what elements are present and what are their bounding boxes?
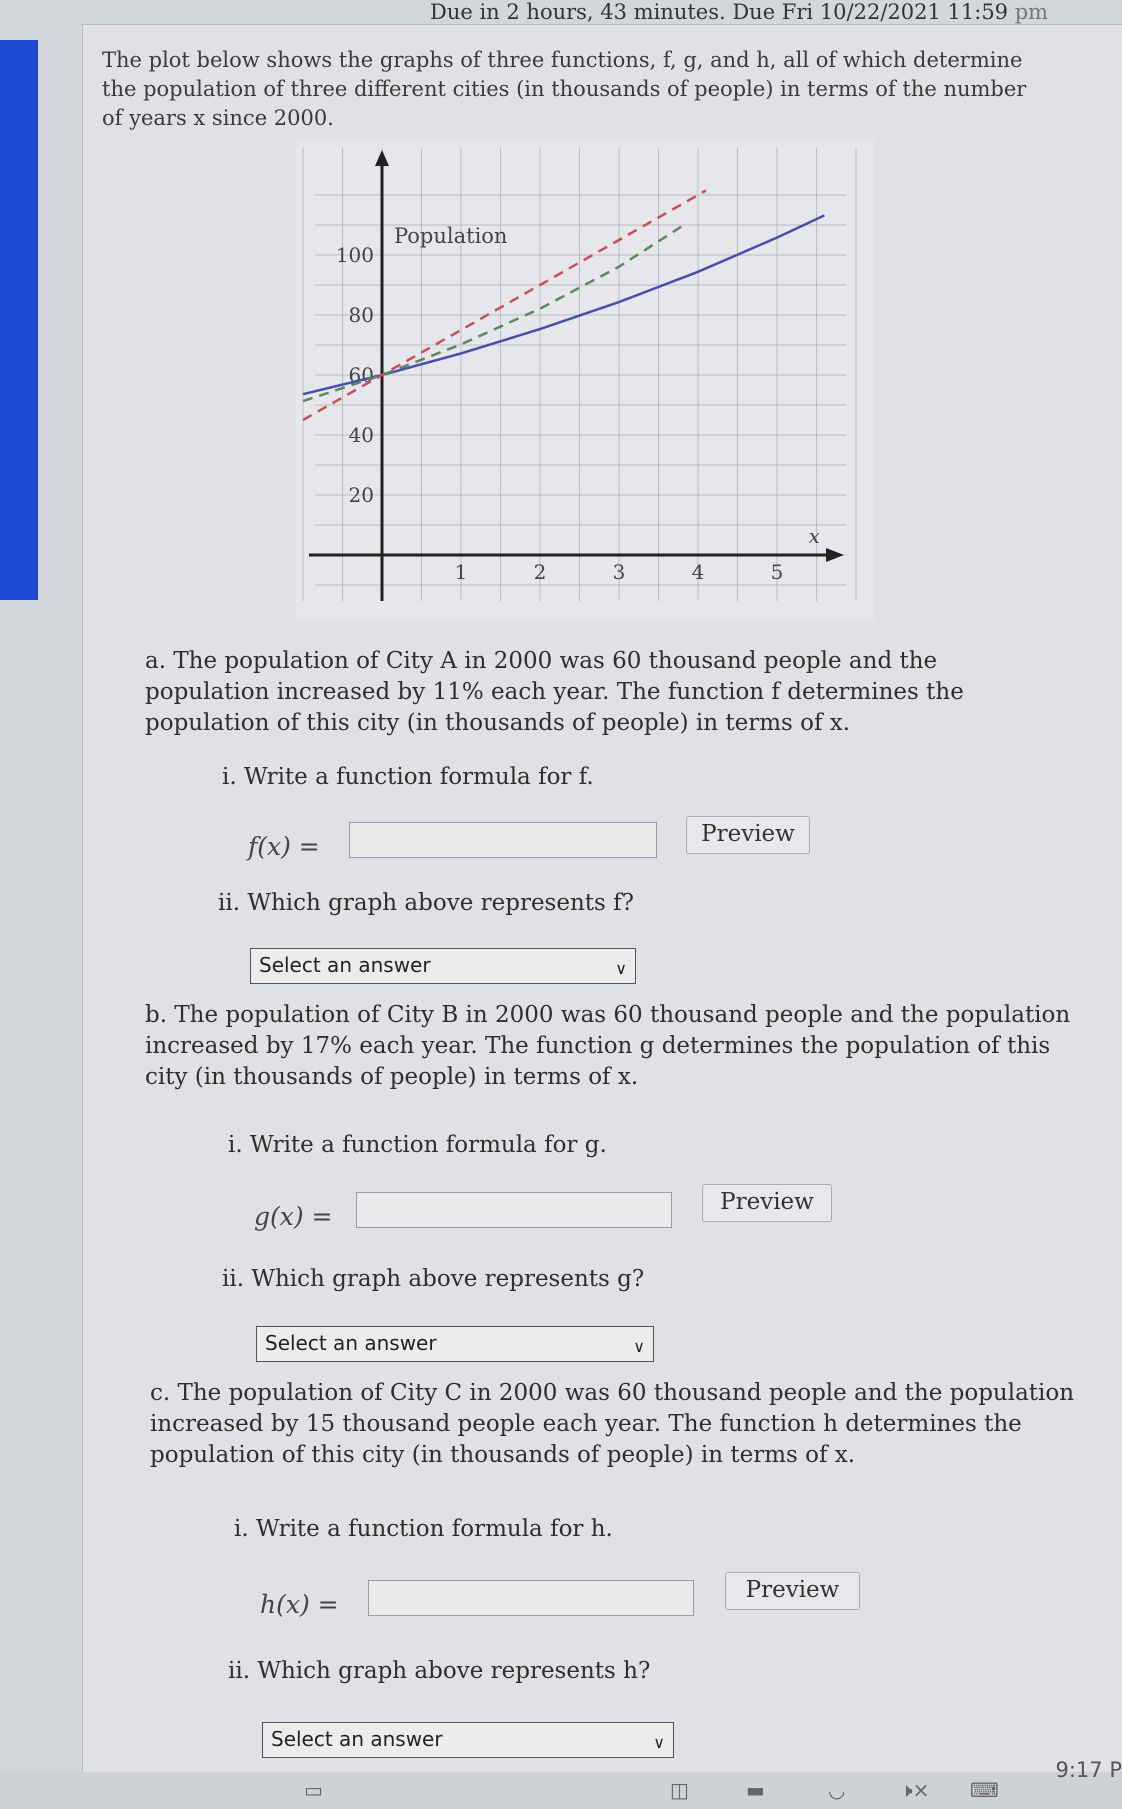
taskbar-clock[interactable]: 9:17 P — [1055, 1758, 1122, 1782]
chevron-down-icon: ∨ — [633, 1337, 645, 1356]
g-graph-select-value: Select an answer — [265, 1331, 437, 1355]
part-b-text: b. The population of City B in 2000 was 60 thousand people and the population increased by 17% each year. The function g determines the population of this city (in thousands of people) in terms of x. — [145, 1002, 1071, 1090]
part-c-func-label: h(x) = — [260, 1590, 339, 1619]
g-formula-input[interactable] — [356, 1192, 672, 1228]
g-preview-button[interactable]: Preview — [702, 1184, 832, 1222]
part-a-text: a. The population of City A in 2000 was 60 thousand people and the population increased by 11% each year. The function f determines the population of this city (in thousands of people) in terms of x. — [145, 648, 964, 736]
taskbar-app-icon[interactable]: ▭ — [304, 1778, 323, 1802]
y-tick-label: 40 — [348, 423, 374, 447]
h-formula-input[interactable] — [368, 1580, 694, 1616]
side-panel-strip — [0, 40, 38, 600]
taskbar-app-icon[interactable]: ◫ — [670, 1778, 689, 1802]
due-time-suffix: pm — [1014, 0, 1049, 24]
part-a-i-label: i. Write a function formula for f. — [222, 764, 594, 790]
y-tick-label: 60 — [348, 363, 374, 387]
question-intro: The plot below shows the graphs of three functions, f, g, and h, all of which determine the population of three different cities (in thousands of people) in terms of the number of years x since 2000. — [102, 48, 1027, 130]
chevron-down-icon: ∨ — [653, 1733, 665, 1752]
f-preview-button[interactable]: Preview — [686, 816, 810, 854]
part-c-text: c. The population of City C in 2000 was 60 thousand people and the population increased by 15 thousand people each year. The function h determines the population of this city (in thousands of people) in terms of x. — [150, 1380, 1075, 1468]
x-tick-label: 4 — [691, 560, 705, 584]
keyboard-icon[interactable]: ⌨ — [970, 1778, 999, 1802]
due-date-banner — [430, 0, 1048, 24]
part-c-i-label: i. Write a function formula for h. — [234, 1516, 613, 1542]
x-tick-label: 1 — [454, 560, 468, 584]
y-axis-label: Population — [394, 224, 508, 248]
volume-muted-icon[interactable]: 🕨× — [900, 1778, 930, 1802]
part-a-ii-label: ii. Which graph above represents f? — [218, 890, 634, 916]
population-chart-svg — [296, 140, 874, 620]
x-tick-label: 2 — [533, 560, 547, 584]
due-date-text: Due in 2 hours, 43 minutes. Due Fri 10/22/2021 11:59 — [430, 0, 1009, 24]
y-tick-label: 20 — [348, 483, 374, 507]
h-graph-select-value: Select an answer — [271, 1727, 443, 1751]
y-tick-label: 80 — [348, 303, 374, 327]
x-tick-label: 3 — [612, 560, 626, 584]
part-b-i-label: i. Write a function formula for g. — [228, 1132, 607, 1158]
x-axis-label: x — [808, 524, 820, 548]
population-chart — [296, 140, 874, 620]
part-a-func-label: f(x) = — [248, 832, 320, 861]
h-preview-button[interactable]: Preview — [725, 1572, 860, 1610]
chevron-down-icon: ∨ — [615, 959, 627, 978]
h-graph-select[interactable] — [262, 1722, 674, 1758]
part-b-ii-label: ii. Which graph above represents g? — [222, 1266, 645, 1292]
part-b-func-label: g(x) = — [254, 1202, 333, 1231]
part-c-ii-label: ii. Which graph above represents h? — [228, 1658, 651, 1684]
taskbar — [0, 1772, 1122, 1809]
g-graph-select[interactable] — [256, 1326, 654, 1362]
taskbar-app-icon[interactable]: ▬ — [746, 1778, 765, 1802]
f-graph-select-value: Select an answer — [259, 953, 431, 977]
y-tick-label: 100 — [335, 243, 374, 267]
wifi-icon[interactable]: ◡ — [828, 1778, 846, 1802]
f-graph-select[interactable] — [250, 948, 636, 984]
f-formula-input[interactable] — [349, 822, 657, 858]
x-tick-label: 5 — [770, 560, 784, 584]
